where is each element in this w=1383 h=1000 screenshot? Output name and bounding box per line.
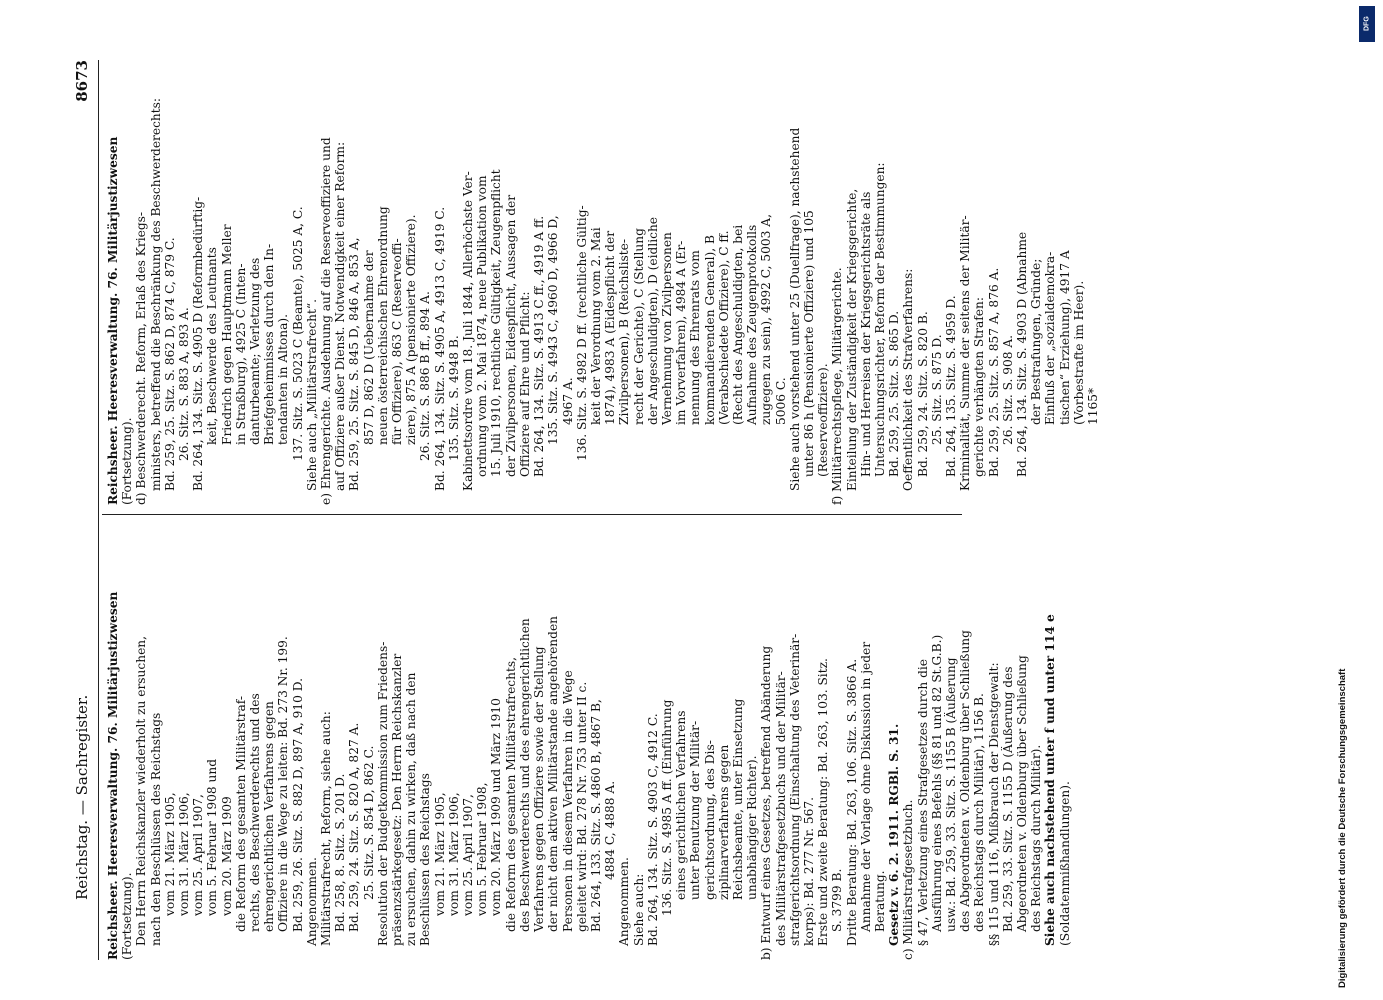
text-line: Kabinettsordre vom 18. Juli 1844, Allerhöchste Ver-	[461, 171, 476, 491]
text-line: (Verabschiedete Offiziere), C ff.	[716, 230, 731, 425]
text-line: §§ 115 und 116, Mißbrauch der Dienstgewalt:	[986, 662, 1001, 946]
text-line: vom 25. April 1907,	[191, 794, 206, 916]
running-title: Reichstag. — Sachregister.	[73, 694, 91, 900]
text-line: ministers, betreffend die Beschränkung des Beschwerderechts:	[148, 97, 163, 491]
text-line: strafgerichtsordnung (Einschaltung des Veterinär-	[787, 633, 802, 946]
text-line: zu ersuchen, dahin zu wirken, daß nach den	[404, 672, 419, 946]
text-line: Bd. 264, 133. Sitz. S. 4860 B, 4867 B,	[588, 699, 603, 932]
text-line: der Angeschuldigten), D (eidliche	[645, 216, 660, 425]
text-line: 135. Sitz. S. 4948 B.	[446, 335, 461, 461]
text-line: Bd. 259, 25. Sitz. S. 865 D.	[887, 310, 902, 477]
text-line: Hin- und Herreisen der Kriegsgerichtsräte als	[858, 191, 873, 477]
text-line: Bd. 259, 33. Sitz. S. 1155 D (Äußerung des	[1000, 666, 1015, 932]
text-line: Zivilpersonen), B (Reichsliste-	[617, 239, 632, 425]
text-line: Einteilung der Zuständigkeit der Kriegsgerichte,	[844, 188, 859, 491]
text-line: Briefgeheimnisses durch den In-	[262, 243, 277, 445]
text-line: keit der Verordnung vom 2. Mai	[588, 227, 603, 425]
text-line: 25. Sitz. S. 875 D.	[929, 334, 944, 445]
text-line: nach den Beschlüssen des Reichstags	[148, 712, 163, 946]
text-line: Bd. 259, 25. Sitz. S. 862 D, 874 C, 879 C.	[162, 237, 177, 491]
text-line: Erste und zweite Beratung: Bd. 263, 103. Sitz.	[816, 658, 831, 946]
text-line: Annahme der Vorlage ohne Diskussion in jeder	[858, 641, 873, 932]
text-line: (Soldatenmißhandlungen).	[1057, 781, 1072, 946]
text-line: des Reichstags durch Militär).	[1029, 744, 1044, 932]
text-line: vom 25. April 1907,	[461, 794, 476, 916]
text-line: Bd. 259, 24. Sitz. S. 820 B.	[915, 311, 930, 477]
text-line: unabhängiger Richter).	[745, 755, 760, 900]
text-line: 857 D, 862 D (Uebernahme der	[361, 250, 376, 445]
text-line: vom 21. März 1905,	[162, 792, 177, 916]
text-line: Bd. 259, 26. Sitz. S. 882 D, 897 A, 910 D.	[290, 677, 305, 932]
text-line: d) Beschwerderecht. Reform, Erlaß des Kriegs-	[134, 212, 149, 505]
text-line: unter Benutzung der Militär-	[688, 720, 703, 900]
text-line: c) Militärstrafgesetzbuch.	[901, 799, 916, 960]
text-line: Untersuchungsrichter, Reform der Bestimmungen:	[872, 162, 887, 477]
text-line: nennung des Ehrenrats vom	[688, 250, 703, 425]
text-line: Verfahrens gegen Offiziere sowie der Stellung	[532, 646, 547, 932]
digitization-note	[1337, 8, 1377, 988]
text-line: Oeffentlichkeit des Strafverfahrens:	[901, 268, 916, 491]
text-line: die Reform des gesamten Militärstrafrechts,	[503, 656, 518, 932]
text-line: Kriminalität, Summe der seitens der Militär-	[958, 215, 973, 491]
text-line: Vernehmung von Zivilpersonen	[659, 232, 674, 425]
page-number: 8673	[73, 60, 91, 102]
text-line: 4884 C, 4888 A.	[603, 780, 618, 880]
dfg-logo: DFG	[1359, 6, 1375, 42]
text-line: tischen“ Erziehung), 4917 A	[1057, 250, 1072, 425]
text-line: eines gerichtlichen Verfahrens	[674, 710, 689, 900]
text-line: des Reichstags durch Militär), 1156 B.	[972, 693, 987, 932]
text-line: 5006 C.	[773, 377, 788, 425]
text-line: geleitet wird: Bd. 278 Nr. 753 unter II c.	[574, 681, 589, 932]
text-line: 26. Sitz. S. 883 A, 893 A.	[177, 307, 192, 461]
text-line: 26. Sitz. S. 908 A.	[1000, 334, 1015, 445]
text-line: 25. Sitz. S. 854 D, 862 C.	[361, 745, 376, 900]
text-line: b) Entwurf eines Gesetzes, betreffend Abänderung	[759, 645, 774, 960]
text-line: § 47, Verletzung eines Strafgesetzes durch die	[915, 659, 930, 946]
text-line: gerichte verhängten Strafen:	[972, 297, 987, 477]
text-line: keit, Beschwerde des Leutnants	[205, 247, 220, 445]
text-line: ziplinarverfahrens gegen	[716, 744, 731, 900]
text-line: die Reform des gesamten Militärstraf-	[233, 696, 248, 932]
text-line: S. 3799 B.	[830, 868, 845, 932]
text-line: 1874), 4983 A (Eidespflicht der	[603, 230, 618, 425]
text-line: Bd. 259, 25. Sitz. S. 845 D, 846 A, 853 A,	[347, 237, 362, 491]
text-line: Angenommen.	[617, 857, 632, 946]
text-line: e) Ehrengerichte. Ausdehnung auf die Reserveoffiziere und	[319, 137, 334, 505]
text-line: tendanten in Altona).	[276, 313, 291, 445]
text-line: Bd. 264, 134. Sitz. S. 4905 A, 4913 C, 4919 C.	[432, 206, 447, 491]
text-line: ordnung vom 2. Mai 1874, neue Publikation vom	[475, 175, 490, 477]
text-line: Bd. 264, 134. Sitz. S. 4903 C, 4912 C.	[645, 713, 660, 946]
text-line: Einfluß der „sozialdemokra-	[1043, 251, 1058, 425]
text-line: Beratung.	[872, 870, 887, 932]
text-line: des Beschwerderechts und des ehrengerichtlichen	[517, 618, 532, 932]
text-line: für Offiziere), 863 C (Reserveoffi-	[390, 238, 405, 445]
text-line: rechts, des Beschwerderechts und des	[248, 693, 263, 932]
text-line: (Recht des Angeschuldigten, bei	[730, 224, 745, 425]
text-line: im Vorverfahren), 4984 A (Er-	[674, 240, 689, 425]
rotated-page-content	[70, 60, 1300, 960]
text-line: Bd. 259, 24. Sitz. S. 820 A, 827 A.	[347, 722, 362, 932]
text-line: Resolution der Budgetkommission zum Friedens-	[375, 641, 390, 946]
text-line: 135. Sitz. S. 4943 C, 4960 D, 4966 D,	[546, 215, 561, 445]
text-line: 1165*	[1086, 387, 1101, 425]
text-line: recht der Gerichte), C (Stellung	[631, 228, 646, 425]
text-line: vom 5. Februar 1908 und	[205, 759, 220, 916]
text-line: der nicht dem aktiven Militärstande angehörenden	[546, 615, 561, 932]
text-line: auf Offiziere außer Dienst. Notwendigkeit einer Reform:	[333, 141, 348, 491]
text-line: 4967 A.	[560, 377, 575, 425]
text-line: gerichtsordnung, des Dis-	[702, 740, 717, 900]
text-line: 136. Sitz. S. 4985 A ff. (Einführung	[659, 699, 674, 916]
text-line: korps): Bd. 277 Nr. 567.	[801, 796, 816, 946]
text-line: Dritte Beratung: Bd. 263, 106. Sitz. S. 3866 A.	[844, 658, 859, 946]
text-line: Personen in diesem Verfahren in die Wege	[560, 670, 575, 932]
text-line: 26. Sitz. S. 886 B ff., 894 A.	[418, 291, 433, 461]
text-line: Abgeordneten v. Oldenburg über Schließung	[1015, 655, 1029, 932]
text-line: zugegen zu sein), 4992 C, 5003 A,	[759, 214, 774, 425]
text-line: Siehe auch vorstehend unter 25 (Duellfrage), nachstehend	[787, 127, 802, 491]
text-line: vom 31. März 1906,	[446, 792, 461, 916]
text-line: danturbeamte; Verletzung des	[248, 257, 263, 445]
header-rule	[98, 60, 99, 960]
text-line: (Vorbestrafte im Heer).	[1071, 280, 1086, 425]
text-line: Reichsheer. Heeresverwaltung. 76. Militärjustizwesen	[106, 591, 120, 960]
text-line: Reichsheer. Heeresverwaltung. 76. Militärjustizwesen	[106, 136, 120, 505]
text-line: Militärstrafrecht, Reform, siehe auch:	[319, 711, 334, 946]
text-line: 137. Sitz. S. 5023 C (Beamte), 5025 A, C.	[290, 206, 305, 461]
text-line: vom 5. Februar 1908,	[475, 782, 490, 916]
text-line: Aufnahme des Zeugenprotokolls	[745, 224, 760, 425]
text-line: Bd. 259, 25. Sitz. S. 857 A, 876 A.	[986, 267, 1001, 477]
text-line: Siehe auch „Militärstrafrecht“.	[304, 298, 319, 491]
text-line: vom 31. März 1906,	[177, 792, 192, 916]
text-line: Den Herrn Reichskanzler wiederholt zu ersuchen,	[134, 635, 149, 946]
text-line: ehrengerichtlichen Verfahrens gegen	[262, 701, 277, 932]
text-line: (Fortsetzung).	[120, 417, 135, 505]
text-line: ziere), 875 A (pensionierte Offiziere).	[404, 214, 419, 445]
column-left	[106, 520, 1072, 960]
text-line: Siehe auch nachstehend unter f und unter 114 e	[1043, 614, 1058, 946]
text-line: Bd. 264, 134. Sitz. S. 4913 C ff., 4919 A ff.	[532, 215, 547, 477]
text-line: in Straßburg), 4925 C (Inten-	[233, 263, 248, 445]
text-line: Beschlüssen des Reichstags	[418, 773, 433, 946]
text-line: kommandierenden General), B	[702, 235, 717, 425]
text-line: neuen österreichischen Ehrenordnung	[375, 206, 390, 445]
text-line: Reichsbeamte, unter Einsetzung	[730, 698, 745, 900]
text-line: Bd. 264, 134. Sitz. S. 4903 D (Abnahme	[1015, 231, 1029, 477]
text-line: vom 20. März 1909 und März 1910	[489, 698, 504, 916]
column-right	[106, 65, 1100, 505]
text-line: Offiziere in die Wege zu leiten: Bd. 273 Nr. 199.	[276, 636, 291, 932]
text-line: des Abgeordneten v. Oldenburg über Schließung	[958, 630, 973, 932]
text-line: des Militärstrafgesetzbuchs und der Militär-	[773, 671, 788, 946]
text-line: 136. Sitz. S. 4982 D ff. (rechtliche Gültig-	[574, 205, 589, 461]
text-line: unter 86 h (Pensionierte Offiziere) und 105	[801, 210, 816, 477]
text-line: Gesetz v. 6. 2. 1911. RGBl. S. 31.	[887, 723, 902, 946]
text-line: (Reserveoffiziere).	[816, 363, 831, 477]
text-line: Offiziere auf Ehre und Pflicht:	[517, 291, 532, 477]
funding-note-text: Digitalisierung gefördert durch die Deutsche Forschungsgemeinschaft	[1337, 668, 1348, 988]
text-line: der Bestrafungen, Gründe;	[1029, 258, 1044, 425]
text-line: der Zivilpersonen, Eidespflicht, Aussagen der	[503, 194, 518, 477]
text-line: Bd. 264, 134. Sitz. S. 4905 D (Reformbedürftig-	[191, 196, 206, 491]
text-line: präsenzstärkegesetz: Den Herrn Reichskanzler	[390, 653, 405, 946]
text-line: Bd. 264, 135. Sitz. S. 4959 D.	[943, 295, 958, 477]
text-line: 15. Juli 1910, rechtliche Gültigkeit, Zeugenpflicht	[489, 169, 504, 477]
text-line: f) Militärrechtspflege, Militärgerichte.	[830, 267, 845, 505]
text-line: usw.: Bd. 259, 33. Sitz. S. 1155 B (Äußerung	[943, 657, 958, 932]
text-line: vom 21. März 1905,	[432, 792, 447, 916]
text-line: Ausführung eines Befehls (§§ 81 und 82 St.G.B.)	[929, 634, 944, 932]
column-separator	[102, 514, 962, 515]
text-line: vom 20. März 1909	[219, 796, 234, 916]
text-line: Siehe auch:	[631, 873, 646, 946]
text-line: Friedrich gegen Hauptmann Meller	[219, 224, 234, 445]
page-header	[70, 60, 94, 960]
text-line: (Fortsetzung).	[120, 872, 135, 960]
text-line: Bd. 258, 8. Sitz. S. 201 D.	[333, 773, 348, 932]
text-line: Angenommen.	[304, 857, 319, 946]
